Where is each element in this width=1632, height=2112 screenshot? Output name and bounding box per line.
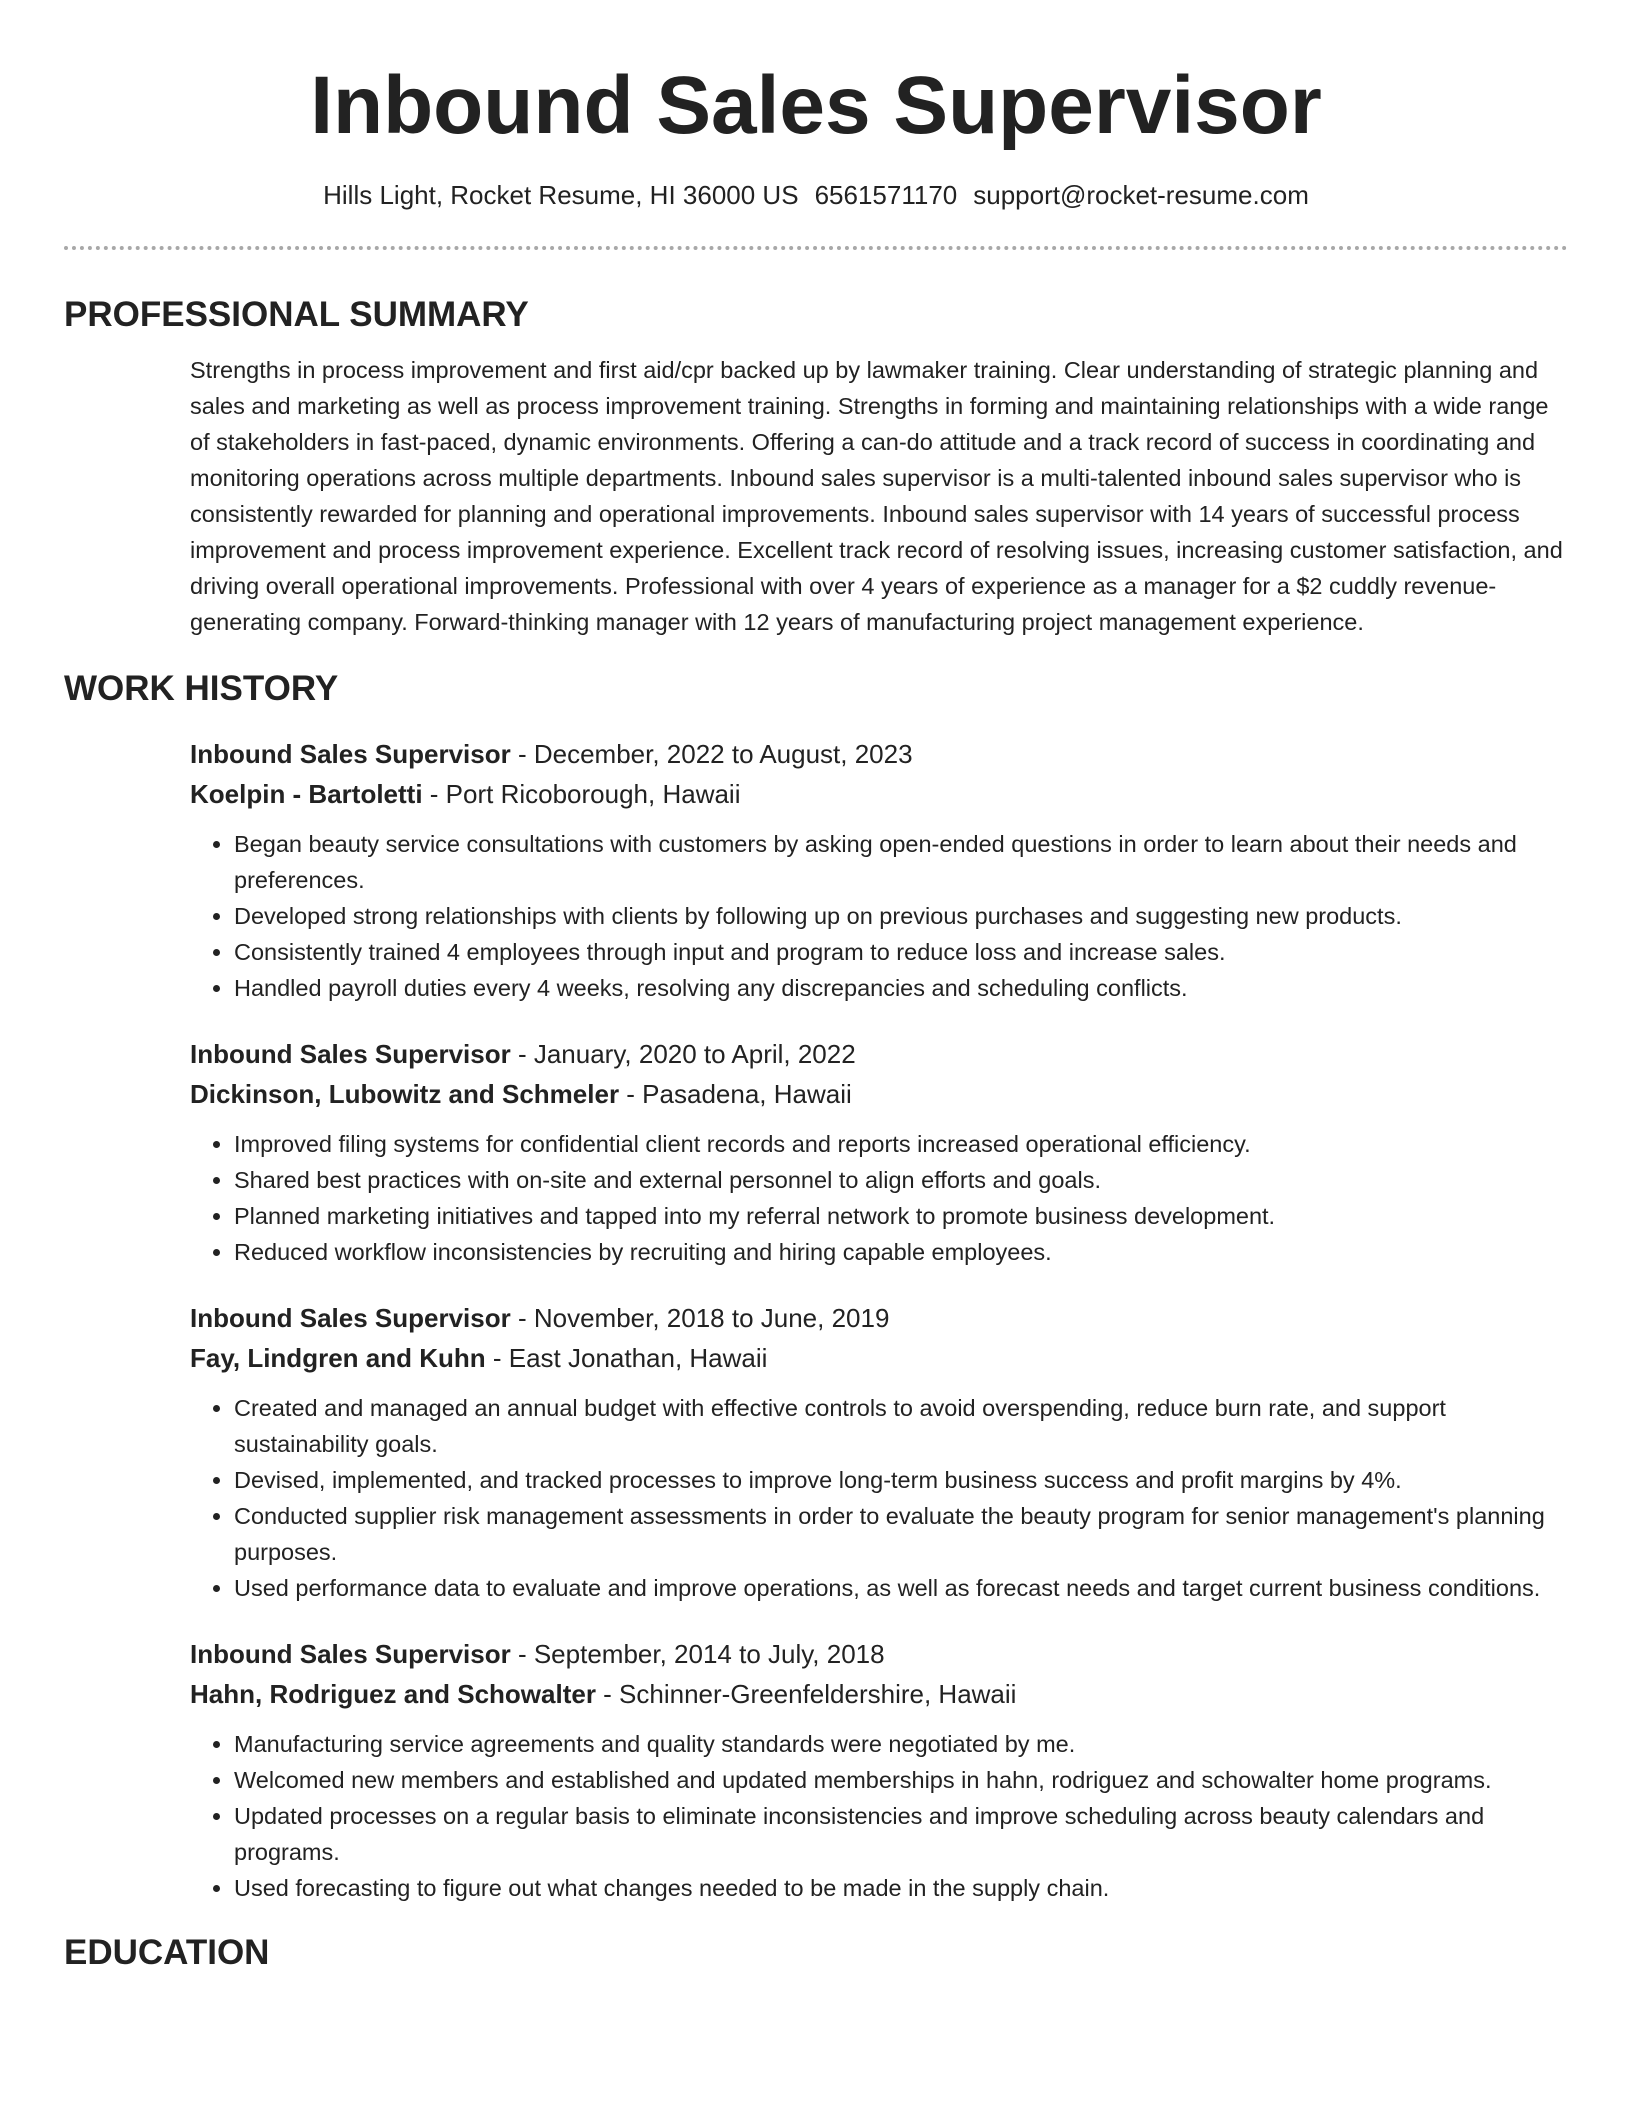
job-entry [190,734,1568,1006]
contact-phone: 6561571170 [814,180,958,210]
education-heading: EDUCATION [64,1933,270,1972]
job-bullet: • Began beauty service consultations with customers by asking open-ended questions in order to learn about their needs and preferences. [234,826,1568,898]
job-title-line [190,1034,1568,1074]
job-dates: - January, 2020 to April, 2022 [510,1039,856,1069]
job-company: Hahn, Rodriguez and Schowalter [190,1679,596,1709]
job-role: Inbound Sales Supervisor [190,1039,511,1069]
job-title-line [190,1634,1568,1674]
job-location: - East Jonathan, Hawaii [485,1343,768,1373]
job-entry [190,1634,1568,1906]
work-history-heading: WORK HISTORY [64,669,339,708]
job-entry [190,1298,1568,1606]
job-bullets [190,1390,1568,1606]
job-dates: - November, 2018 to June, 2019 [510,1303,890,1333]
job-bullet: • Developed strong relationships with clients by following up on previous purchases and suggesting new products. [234,898,1568,934]
job-company-line [190,1074,1568,1114]
work-history-list [190,734,1568,1906]
summary-heading: PROFESSIONAL SUMMARY [64,295,529,334]
job-bullets [190,1726,1568,1906]
contact-email: support@rocket-resume.com [973,180,1309,210]
header-divider [64,246,1568,250]
job-bullet: • Planned marketing initiatives and tapped into my referral network to promote business development. [234,1198,1568,1234]
job-title-line [190,1298,1568,1338]
contact-address: Hills Light, Rocket Resume, HI 36000 US [323,180,799,210]
job-company-line [190,774,1568,814]
resume-page [64,0,1568,1974]
candidate-name: Inbound Sales Supervisor [310,60,1322,151]
job-bullet: • Welcomed new members and established and updated memberships in hahn, rodriguez and schowalter home programs. [234,1762,1568,1798]
job-role: Inbound Sales Supervisor [190,1639,511,1669]
job-bullets [190,826,1568,1006]
job-dates: - December, 2022 to August, 2023 [510,739,913,769]
job-location: - Schinner-Greenfeldershire, Hawaii [595,1679,1017,1709]
job-role: Inbound Sales Supervisor [190,739,511,769]
job-location: - Port Ricoborough, Hawaii [422,779,741,809]
contact-line [64,178,1568,212]
job-role: Inbound Sales Supervisor [190,1303,511,1333]
job-bullet: • Manufacturing service agreements and quality standards were negotiated by me. [234,1726,1568,1762]
job-bullet: • Improved filing systems for confidential client records and reports increased operational efficiency. [234,1126,1568,1162]
job-location: - Pasadena, Hawaii [619,1079,852,1109]
job-company-line [190,1674,1568,1714]
job-company: Koelpin - Bartoletti [190,779,423,809]
job-bullet: • Handled payroll duties every 4 weeks, resolving any discrepancies and scheduling conflicts. [234,970,1568,1006]
job-company: Dickinson, Lubowitz and Schmeler [190,1079,620,1109]
job-bullet: • Conducted supplier risk management assessments in order to evaluate the beauty program for senior management's planning purposes. [234,1498,1568,1570]
job-bullet: • Shared best practices with on-site and external personnel to align efforts and goals. [234,1162,1568,1198]
job-bullet: • Used forecasting to figure out what changes needed to be made in the supply chain. [234,1870,1568,1906]
summary-text: Strengths in process improvement and first aid/cpr backed up by lawmaker training. Clear understanding of strategic planning and sales and marketing as well as process improvement training. Strengths in forming and maintaining relationships with a wide range of stakeholders in fast-paced, dynamic environments. Offering a can-do attitude and a track record of success in coordinating and monitoring operations across multiple departments. Inbound sales supervisor is a multi-talented inbound sales supervisor who is consistently rewarded for planning and operational improvements. Inbound sales supervisor with 14 years of successful process improvement and process improvement experience. Excellent track record of resolving issues, increasing customer satisfaction, and driving overall operational improvements. Professional with over 4 years of experience as a manager for a $2 cuddly revenue-generating company. Forward-thinking manager with 12 years of manufacturing project management experience. [190,357,1563,635]
job-bullet: • Reduced workflow inconsistencies by recruiting and hiring capable employees. [234,1234,1568,1270]
job-title-line [190,734,1568,774]
job-bullet: • Updated processes on a regular basis to eliminate inconsistencies and improve scheduling across beauty calendars and programs. [234,1798,1568,1870]
job-company-line [190,1338,1568,1378]
job-company: Fay, Lindgren and Kuhn [190,1343,486,1373]
job-entry [190,1034,1568,1270]
job-bullet: • Devised, implemented, and tracked processes to improve long-term business success and profit margins by 4%. [234,1462,1568,1498]
job-bullet: • Created and managed an annual budget with effective controls to avoid overspending, reduce burn rate, and support sustainability goals. [234,1390,1568,1462]
job-bullet: • Used performance data to evaluate and improve operations, as well as forecast needs and target current business conditions. [234,1570,1568,1606]
job-bullets [190,1126,1568,1270]
job-bullet: • Consistently trained 4 employees through input and program to reduce loss and increase sales. [234,934,1568,970]
job-dates: - September, 2014 to July, 2018 [510,1639,885,1669]
